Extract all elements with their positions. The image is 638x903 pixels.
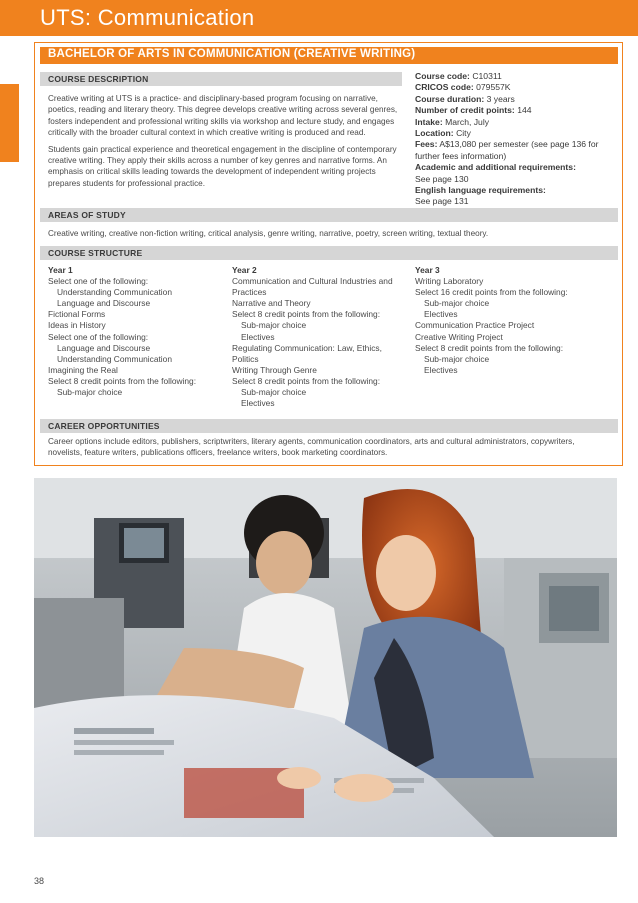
subject-item: Writing Laboratory <box>415 276 484 287</box>
year-heading: Year 1 <box>48 265 73 275</box>
page-title: UTS: Communication <box>40 5 255 30</box>
subject-option: Understanding Communication <box>57 353 172 364</box>
subject-option: Electives <box>424 364 458 375</box>
subject-item: Select one of the following: <box>48 331 149 342</box>
page-number: 38 <box>34 876 45 886</box>
fact-value: A$13,080 per semester (see page 136 for further fees information) <box>415 139 599 161</box>
fact-row <box>415 105 615 116</box>
fact-value: 079557K <box>476 82 511 93</box>
students-reading-newspaper-photo <box>34 478 617 837</box>
year-heading: Year 3 <box>415 265 440 275</box>
subject-option: Electives <box>424 309 458 320</box>
course-facts <box>415 71 615 208</box>
subject-item: Select 8 credit points from the following: <box>415 342 564 353</box>
fact-value: City <box>456 128 471 139</box>
year-heading: Year 2 <box>232 265 257 275</box>
fact-value: March, July <box>445 116 490 127</box>
description-paragraph: Students gain practical experience and theoretical engagement in the discipline of contemporary creative writing. They apply their skills across a number of key genres and narrative forms. An emphasis on critical skills leading towards the development of independent writing projects prepares students for professional practice. <box>48 144 397 188</box>
subject-item: Fictional Forms <box>48 309 106 320</box>
subject-option: Electives <box>241 398 275 409</box>
fact-value: C10311 <box>472 71 502 81</box>
subject-item: Select 8 credit points from the following: <box>232 309 381 320</box>
subject-item: Narrative and Theory <box>232 298 311 309</box>
subject-option: Language and Discourse <box>57 342 151 353</box>
subject-option: Understanding Communication <box>57 287 172 298</box>
fact-row <box>415 128 615 139</box>
year-1-column <box>48 265 220 398</box>
subject-option: Sub-major choice <box>241 320 307 331</box>
fact-row <box>415 94 615 105</box>
year-2-column <box>232 265 404 409</box>
fact-value: 144 <box>517 105 532 116</box>
subject-option: Sub-major choice <box>57 387 123 398</box>
fact-label: Fees: <box>415 139 438 150</box>
subject-item: Select one of the following: <box>48 276 149 287</box>
areas-of-study-heading: AREAS OF STUDY <box>40 208 618 222</box>
course-description-heading: COURSE DESCRIPTION <box>40 72 402 86</box>
subject-item: Creative Writing Project <box>415 331 503 342</box>
fact-row <box>415 71 615 82</box>
fact-label: Number of credit points: <box>415 105 515 116</box>
fact-row <box>415 117 615 128</box>
subject-item: Communication and Cultural Industries and Practices <box>232 276 393 298</box>
subject-item: Ideas in History <box>48 320 106 331</box>
fact-row <box>415 185 615 208</box>
fact-label: Location: <box>415 128 454 139</box>
fact-value: See page 130 <box>415 173 469 184</box>
year-3-column <box>415 265 615 376</box>
description-paragraph: Creative writing at UTS is a practice- and disciplinary-based program focusing on narrative, poetics, reading and literary theory. This degree develops creative writing across several genres, fosters independent and professional writing skills via workshop and lecture study, and engages critically with the broader cultural context in which creative writing is produced and read. <box>48 94 398 138</box>
subject-option: Sub-major choice <box>424 298 490 309</box>
program-title: BACHELOR OF ARTS IN COMMUNICATION (CREATIVE WRITING) <box>40 47 618 64</box>
fact-row <box>415 162 615 185</box>
subject-item: Select 8 credit points from the following: <box>232 375 381 386</box>
fact-value: 3 years <box>486 93 515 104</box>
subject-item: Regulating Communication: Law, Ethics, Politics <box>232 342 382 364</box>
subject-item: Writing Through Genre <box>232 364 317 375</box>
subject-option: Language and Discourse <box>57 298 151 309</box>
fact-value: See page 131 <box>415 196 469 207</box>
subject-item: Communication Practice Project <box>415 320 535 331</box>
fact-label: Intake: <box>415 116 443 127</box>
fact-label: Academic and additional requirements: <box>415 162 576 173</box>
subject-option: Electives <box>241 331 275 342</box>
career-opportunities-text: Career options include editors, publishers, scriptwriters, literary agents, communication coordinators, arts and cultural administrators, copywriters, novelists, feature writers, publications officers, freelance writers, book marketing coordinators. <box>48 437 575 458</box>
subject-option: Sub-major choice <box>241 387 307 398</box>
fact-row <box>415 139 615 162</box>
subject-item: Select 16 credit points from the following: <box>415 287 568 298</box>
areas-of-study-text: Creative writing, creative non-fiction writing, critical analysis, genre writing, narrative, poetry, screen writing, textual theory. <box>48 229 489 238</box>
fact-label: CRICOS code: <box>415 82 474 93</box>
fact-label: English language requirements: <box>415 185 546 196</box>
fact-row <box>415 82 615 93</box>
fact-label: Course duration: <box>415 93 485 104</box>
fact-label: Course code: <box>415 71 470 81</box>
subject-item: Select 8 credit points from the following: <box>48 375 197 386</box>
subject-option: Sub-major choice <box>424 353 490 364</box>
career-opportunities-heading: CAREER OPPORTUNITIES <box>40 419 618 433</box>
course-structure-heading: COURSE STRUCTURE <box>40 246 618 260</box>
subject-item: Imagining the Real <box>48 364 118 375</box>
course-description-text <box>48 93 398 194</box>
side-tab-marker <box>0 84 19 162</box>
